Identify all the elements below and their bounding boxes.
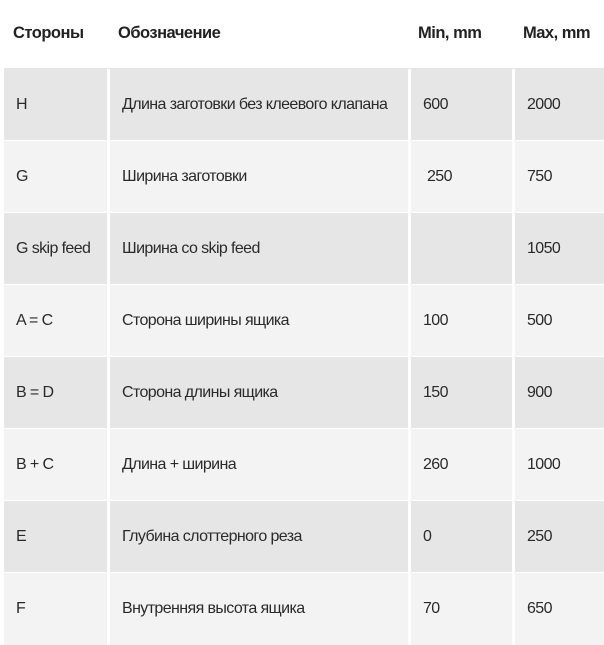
cell-min: 600: [411, 69, 512, 140]
table-row: [0, 357, 604, 429]
cell-side: B + C: [4, 429, 107, 500]
cell-designation: Сторона ширины ящика: [110, 285, 408, 356]
table-row: [0, 285, 604, 357]
cell-designation: Длина + ширина: [110, 429, 408, 500]
cell-min: 100: [411, 285, 512, 356]
cell-min: 250: [411, 141, 512, 212]
cell-max: 1050: [515, 213, 604, 284]
cell-side: H: [4, 69, 107, 140]
cell-max: 750: [515, 141, 604, 212]
cell-max: 500: [515, 285, 604, 356]
table-row: [0, 573, 604, 645]
cell-side: G: [4, 141, 107, 212]
table-row: [0, 501, 604, 573]
cell-designation: Ширина заготовки: [110, 141, 408, 212]
table-row: [0, 213, 604, 285]
table-body: [0, 69, 604, 645]
cell-side: F: [4, 573, 107, 645]
table-row: [0, 69, 604, 141]
cell-side: A = C: [4, 285, 107, 356]
cell-max: 2000: [515, 69, 604, 140]
cell-min: 0: [411, 501, 512, 572]
cell-max: 250: [515, 501, 604, 572]
cell-max: 1000: [515, 429, 604, 500]
table-row: [0, 141, 604, 213]
cell-max: 900: [515, 357, 604, 428]
header-min: Min, mm: [418, 24, 482, 42]
cell-min: 70: [411, 573, 512, 645]
cell-side: G skip feed: [4, 213, 107, 284]
table-row: [0, 429, 604, 501]
cell-min: 260: [411, 429, 512, 500]
cell-min: [411, 213, 512, 284]
cell-max: 650: [515, 573, 604, 645]
cell-min: 150: [411, 357, 512, 428]
header-sides: Стороны: [13, 24, 84, 42]
cell-designation: Длина заготовки без клеевого клапана: [110, 69, 408, 140]
header-designation: Обозначение: [118, 24, 221, 42]
cell-side: B = D: [4, 357, 107, 428]
cell-side: E: [4, 501, 107, 572]
table-header: [0, 0, 604, 69]
cell-designation: Сторона длины ящика: [110, 357, 408, 428]
header-max: Max, mm: [523, 24, 591, 42]
cell-designation: Ширина со skip feed: [110, 213, 408, 284]
cell-designation: Глубина слоттерного реза: [110, 501, 408, 572]
cell-designation: Внутренняя высота ящика: [110, 573, 408, 645]
